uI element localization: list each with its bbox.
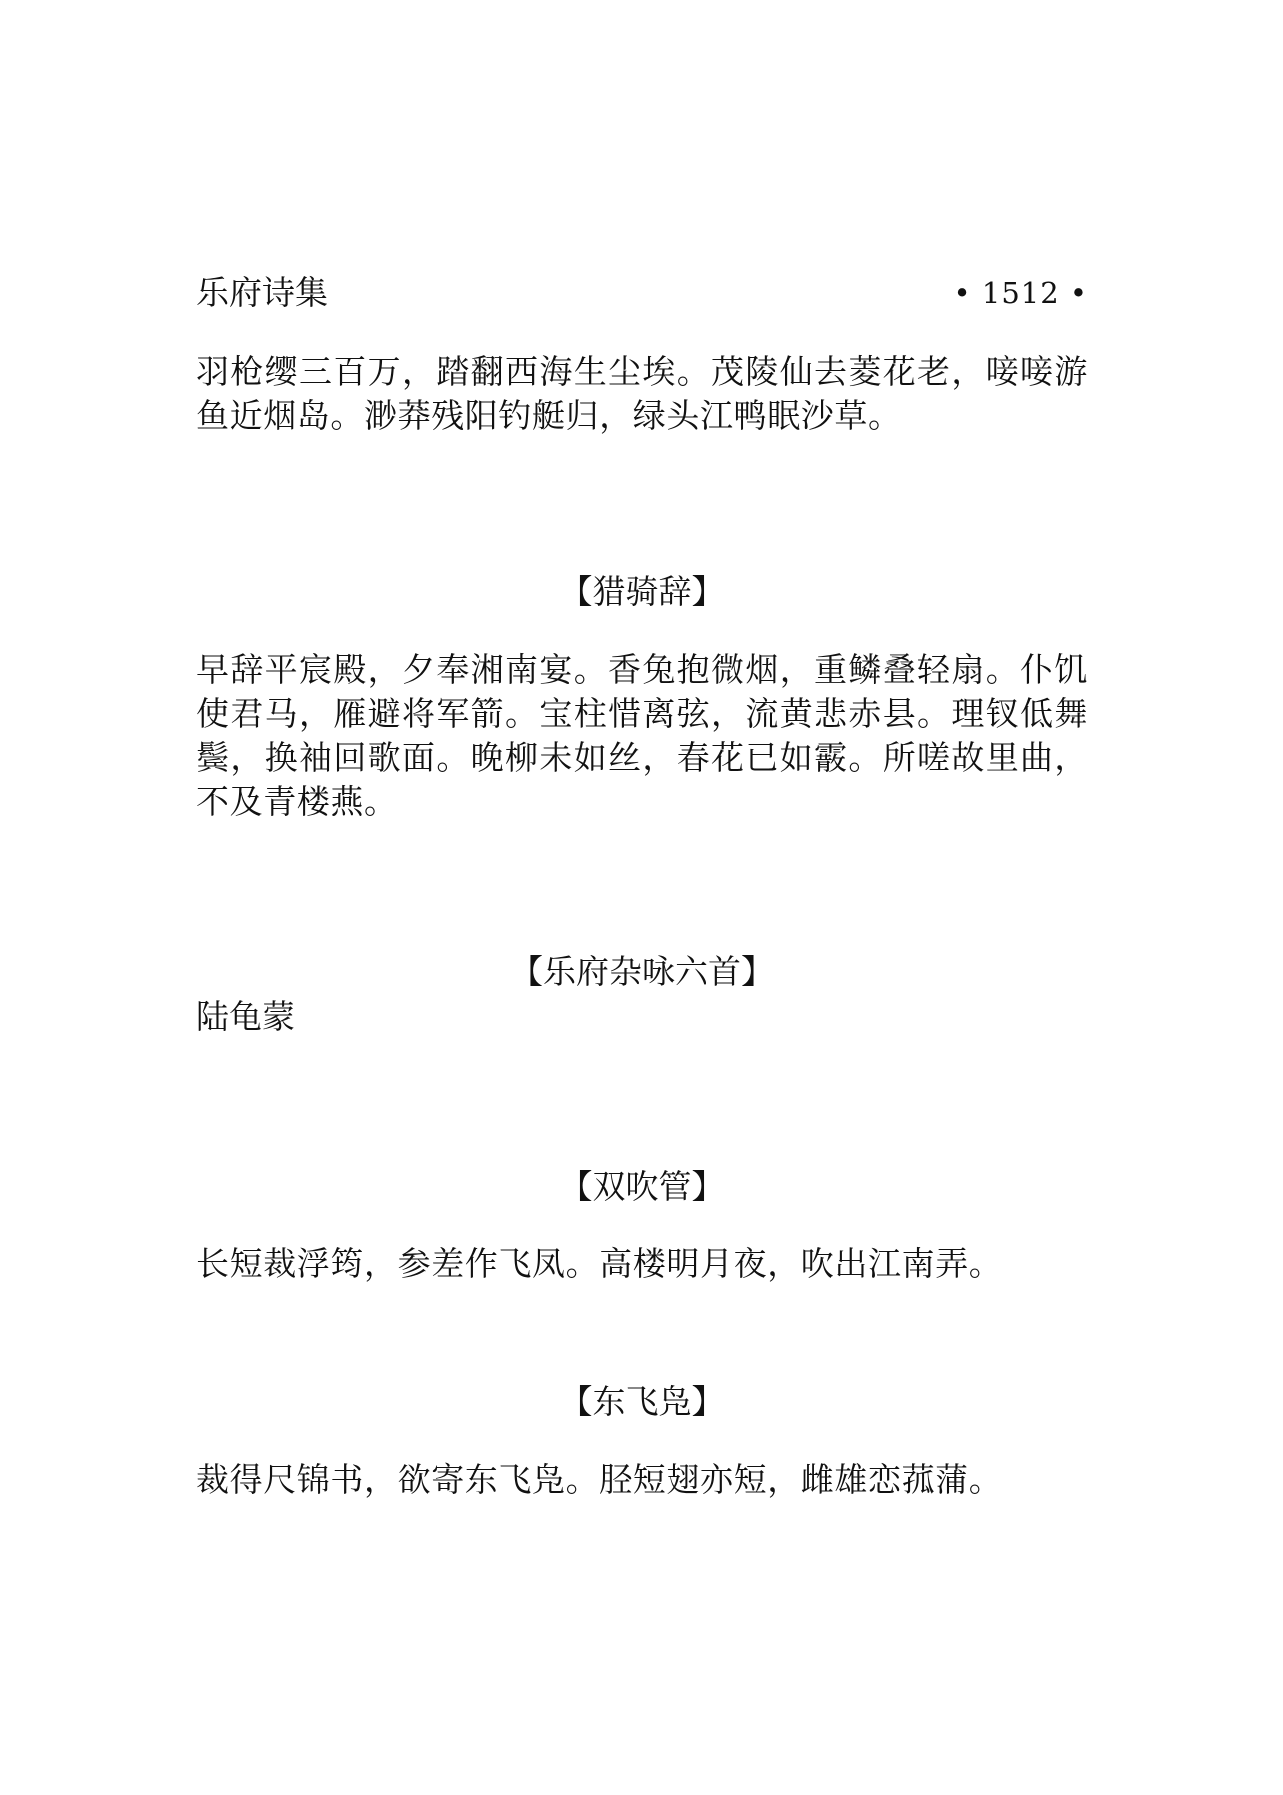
poem-title-dongfeifu: 【东飞凫】 xyxy=(559,1382,725,1421)
poem-title-shuangchuiguan: 【双吹管】 xyxy=(559,1167,725,1206)
intro-paragraph: 羽枪缨三百万，踏翻西海生尘埃。茂陵仙去菱花老，唼唼游鱼近烟岛。渺莽残阳钓艇归，绿头江鸭眠沙草。 xyxy=(196,352,1088,435)
running-title: 乐府诗集 xyxy=(196,273,328,312)
poem-body-shuangchuiguan: 长短裁浮筠，参差作飞凤。高楼明月夜，吹出江南弄。 xyxy=(196,1244,1003,1283)
author-name: 陆龟蒙 xyxy=(196,997,295,1036)
section-title-yuefu-zayong: 【乐府杂咏六首】 xyxy=(510,952,774,991)
page-header xyxy=(196,268,1088,318)
page-number: • 1512 • xyxy=(953,276,1088,310)
poem-title-lieqici: 【猎骑辞】 xyxy=(559,572,725,611)
poem-body-lieqici: 早辞平宸殿，夕奉湘南宴。香兔抱微烟，重鳞叠轻扇。仆饥使君马，雁避将军箭。宝柱惜离弦，流黄悲赤县。理钗低舞鬓，换袖回歌面。晚柳未如丝，春花已如霰。所嗟故里曲，不及青楼燕。 xyxy=(196,650,1088,821)
poem-body-dongfeifu: 裁得尺锦书，欲寄东飞凫。胫短翅亦短，雌雄恋菰蒲。 xyxy=(196,1460,1003,1499)
